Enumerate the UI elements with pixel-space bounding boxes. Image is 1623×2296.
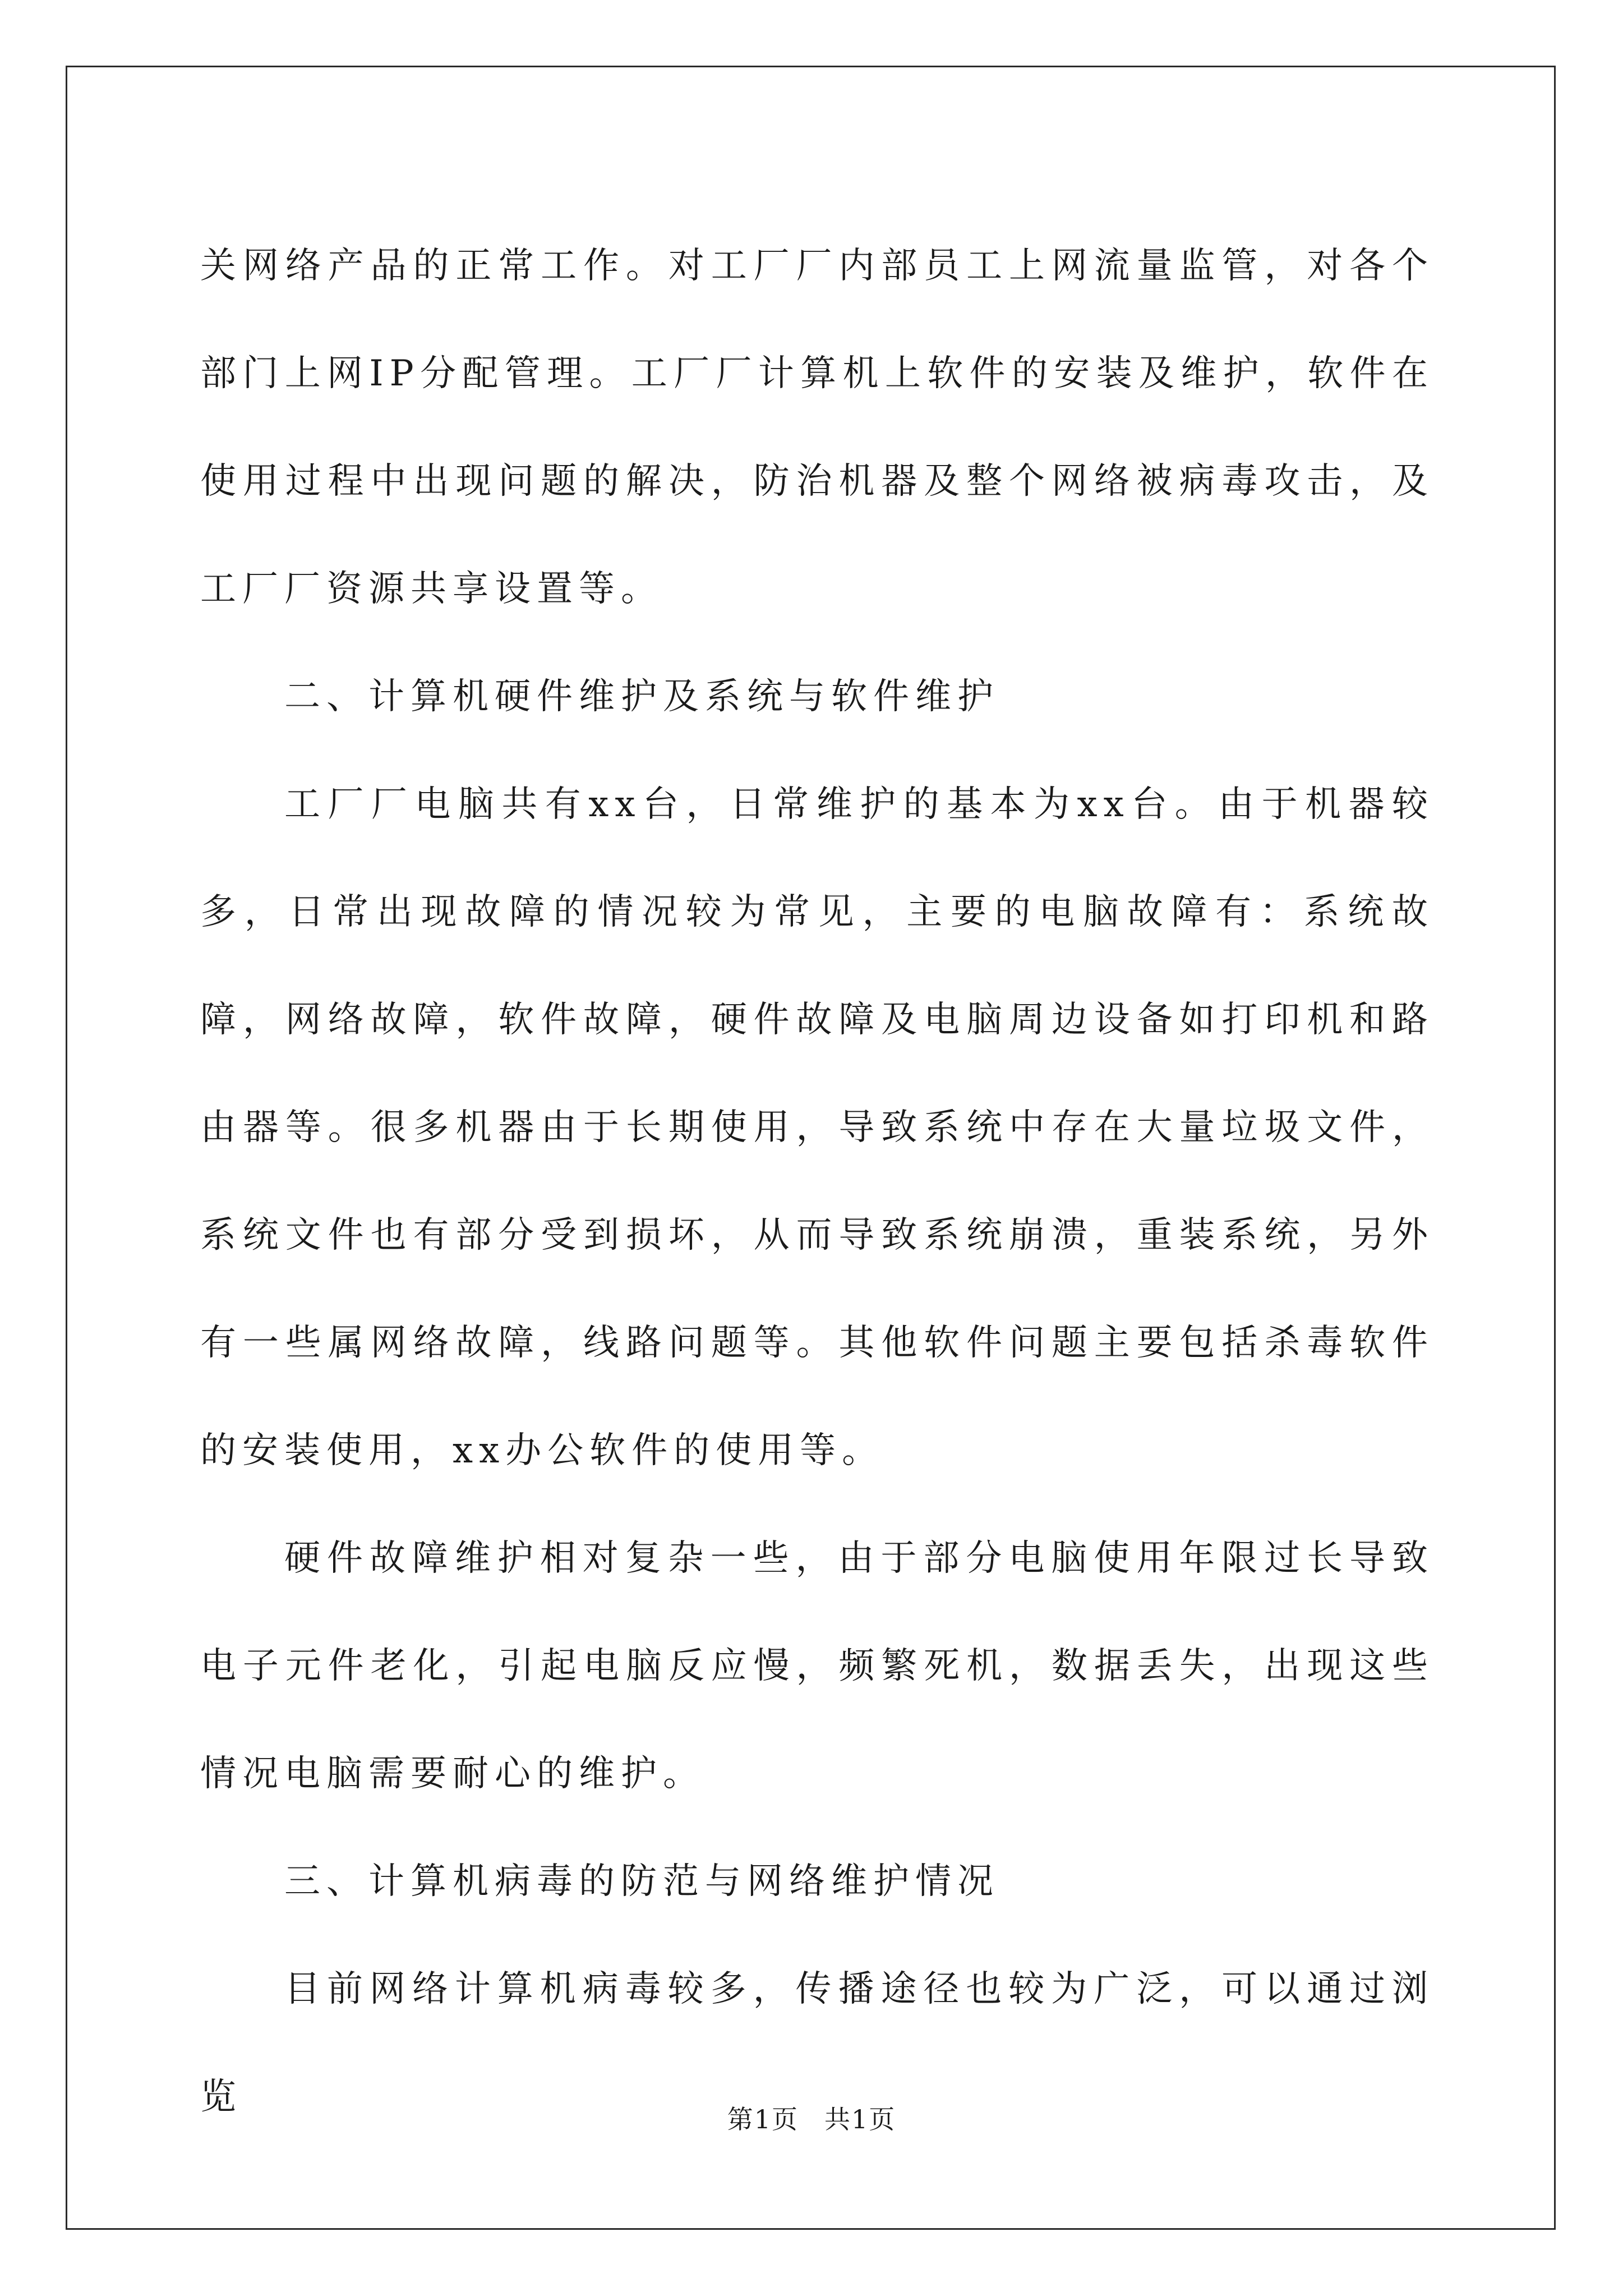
paragraph-computer-faults: 工厂厂电脑共有xx台，日常维护的基本为xx台。由于机器较多，日常出现故障的情况较为常见，主要的电脑故障有：系统故障，网络故障，软件故障，硬件故障及电脑周边设备如打印机和路由器等。很多机器由于长期使用，导致系统中存在大量垃圾文件，系统文件也有部分受到损坏，从而导致系统崩溃，重装系统，另外有一些属网络故障，线路问题等。其他软件问题主要包括杀毒软件的安装使用，xx办公软件的使用等。 <box>200 784 1434 1471</box>
page-footer <box>0 2099 1623 2136</box>
page-number-total: 共1页 <box>824 2104 896 2134</box>
section-heading-virus: 三、计算机病毒的防范与网络维护情况 <box>284 1861 999 1902</box>
section-heading-hardware: 二、计算机硬件维护及系统与软件维护 <box>284 676 999 717</box>
document-body <box>200 212 1434 2151</box>
paragraph-virus-intro: 目前网络计算机病毒较多，传播途径也较为广泛，可以通过浏览 <box>200 1968 1434 2118</box>
paragraph-hardware-maintenance: 硬件故障维护相对复杂一些，由于部分电脑使用年限过长导致电子元件老化，引起电脑反应慢，频繁死机，数据丢失，出现这些情况电脑需要耐心的维护。 <box>200 1538 1434 1795</box>
paragraph-network-duties: 关网络产品的正常工作。对工厂厂内部员工上网流量监管，对各个部门上网IP分配管理。工厂厂计算机上软件的安装及维护，软件在使用过程中出现问题的解决，防治机器及整个网络被病毒攻击，及工厂厂资源共享设置等。 <box>200 245 1434 610</box>
page-number-current: 第1页 <box>727 2104 799 2134</box>
